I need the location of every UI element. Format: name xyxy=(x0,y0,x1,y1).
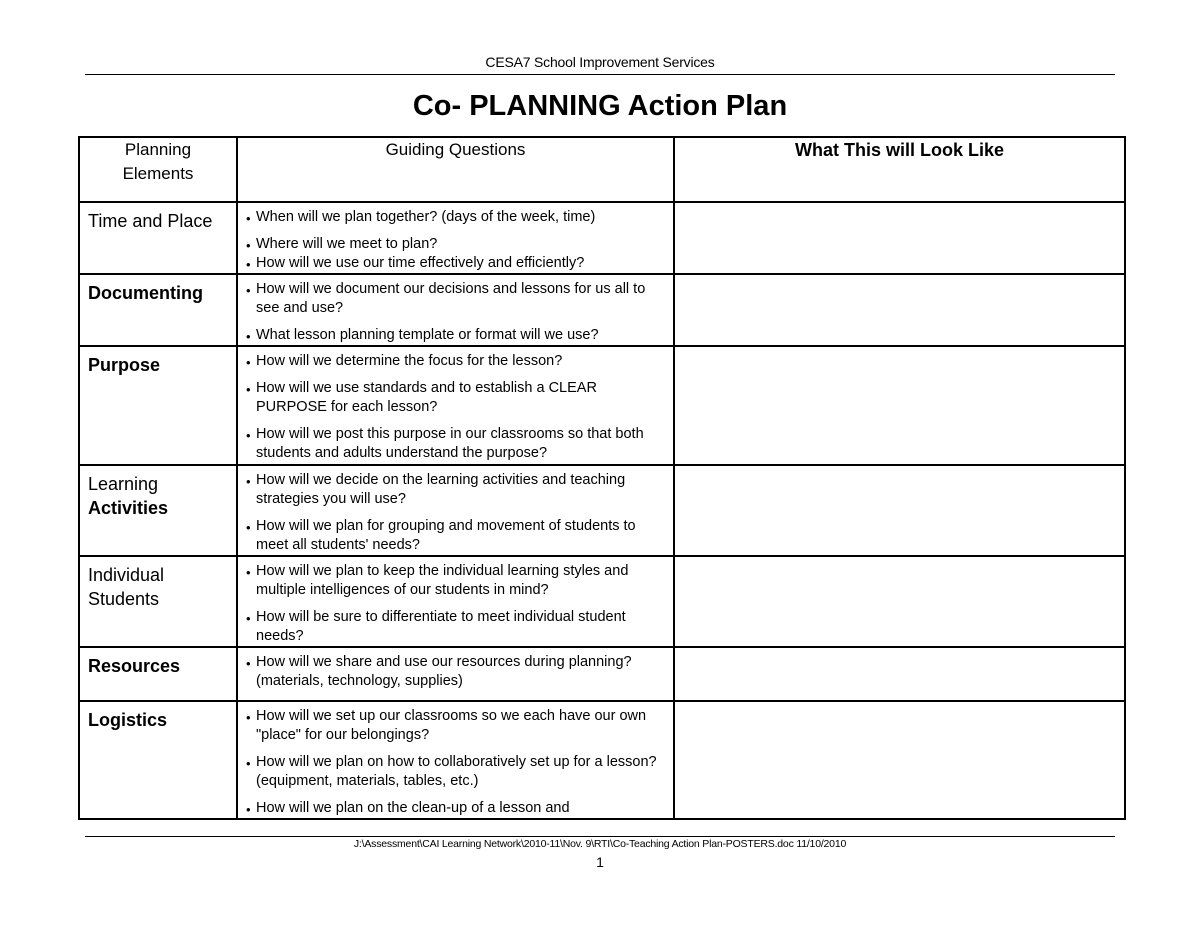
planning-element-label xyxy=(80,466,236,520)
guiding-questions-cell xyxy=(237,274,674,346)
guiding-question: • When will we plan together? (days of the week, time) xyxy=(246,208,667,227)
planning-element-cell xyxy=(79,346,237,465)
table-header-row xyxy=(79,137,1125,202)
look-like-cell[interactable] xyxy=(674,465,1125,556)
planning-element-cell xyxy=(79,202,237,274)
planning-element-label-line1: Individual xyxy=(88,565,165,585)
planning-element-cell xyxy=(79,274,237,346)
planning-element-label-line2: Students xyxy=(88,589,160,609)
footer-rule xyxy=(85,836,1115,837)
look-like-cell[interactable] xyxy=(674,556,1125,647)
column-header-what-this-will-look-like: What This will Look Like xyxy=(674,137,1125,202)
guiding-question: • How will we decide on the learning activities and teaching strategies you will use? xyxy=(246,471,667,509)
action-plan-table xyxy=(78,136,1126,820)
guiding-questions-cell xyxy=(237,556,674,647)
guiding-question: • How will we plan on the clean-up of a lesson and xyxy=(246,799,667,816)
guiding-question: • How will be sure to differentiate to meet individual student needs? xyxy=(246,608,667,646)
planning-element-label: Logistics xyxy=(88,710,168,730)
footer-file-path: J:\Assessment\CAI Learning Network\2010-11\Nov. 9\RTI\Co-Teaching Action Plan-POSTERS.doc 11/10/2010 xyxy=(353,838,847,850)
planning-element-label: Resources xyxy=(88,656,181,676)
table-row xyxy=(79,274,1125,346)
guiding-questions-cell xyxy=(237,202,674,274)
column-header-planning-elements: Planning Elements xyxy=(79,137,237,202)
guiding-question: • Where will we meet to plan? xyxy=(246,235,667,254)
planning-element-cell xyxy=(79,556,237,647)
table-row xyxy=(79,647,1125,701)
guiding-question: • What lesson planning template or format will we use? xyxy=(246,326,667,345)
header-rule xyxy=(85,74,1115,75)
look-like-cell[interactable] xyxy=(674,647,1125,701)
table-row xyxy=(79,556,1125,647)
guiding-questions-cell xyxy=(237,465,674,556)
table-row xyxy=(79,346,1125,465)
column-header-guiding-questions: Guiding Questions xyxy=(237,137,674,202)
planning-element-label: Purpose xyxy=(88,355,161,375)
look-like-cell[interactable] xyxy=(674,701,1125,819)
page-title: Co- PLANNING Action Plan xyxy=(412,90,788,122)
look-like-cell[interactable] xyxy=(674,202,1125,274)
table-row xyxy=(79,465,1125,556)
look-like-cell[interactable] xyxy=(674,346,1125,465)
guiding-questions-cell xyxy=(237,647,674,701)
guiding-questions-cell xyxy=(237,346,674,465)
guiding-question: • How will we set up our classrooms so we each have our own "place" for our belongings? xyxy=(246,707,667,745)
look-like-cell[interactable] xyxy=(674,274,1125,346)
guiding-question: • How will we document our decisions and lessons for us all to see and use? xyxy=(246,280,667,318)
guiding-question: • How will we plan to keep the individual learning styles and multiple intelligences of our students in mind? xyxy=(246,562,667,600)
table-row xyxy=(79,701,1125,819)
guiding-question: • How will we use standards and to establish a CLEAR PURPOSE for each lesson? xyxy=(246,379,667,417)
planning-element-label-line2: Activities xyxy=(88,498,169,518)
document-header: CESA7 School Improvement Services xyxy=(485,54,715,70)
planning-element-cell xyxy=(79,701,237,819)
planning-element-label xyxy=(80,557,236,611)
guiding-question: • How will we post this purpose in our classrooms so that both students and adults understand the purpose? xyxy=(246,425,667,463)
planning-element-label: Documenting xyxy=(88,283,203,303)
guiding-question: • How will we plan for grouping and movement of students to meet all students' needs? xyxy=(246,517,667,555)
guiding-questions-cell xyxy=(237,701,674,819)
page-number: 1 xyxy=(596,854,604,870)
planning-element-cell xyxy=(79,465,237,556)
guiding-question: • How will we use our time effectively and efficiently? xyxy=(246,254,667,273)
table-row xyxy=(79,202,1125,274)
planning-element-label-line1: Learning xyxy=(88,474,159,494)
planning-element-cell xyxy=(79,647,237,701)
guiding-question: • How will we determine the focus for the lesson? xyxy=(246,352,667,371)
planning-element-label: Time and Place xyxy=(88,211,213,231)
guiding-question: • How will we share and use our resources during planning? (materials, technology, supplies) xyxy=(246,653,667,691)
guiding-question: • How will we plan on how to collaboratively set up for a lesson? (equipment, materials, tables, etc.) xyxy=(246,753,667,791)
